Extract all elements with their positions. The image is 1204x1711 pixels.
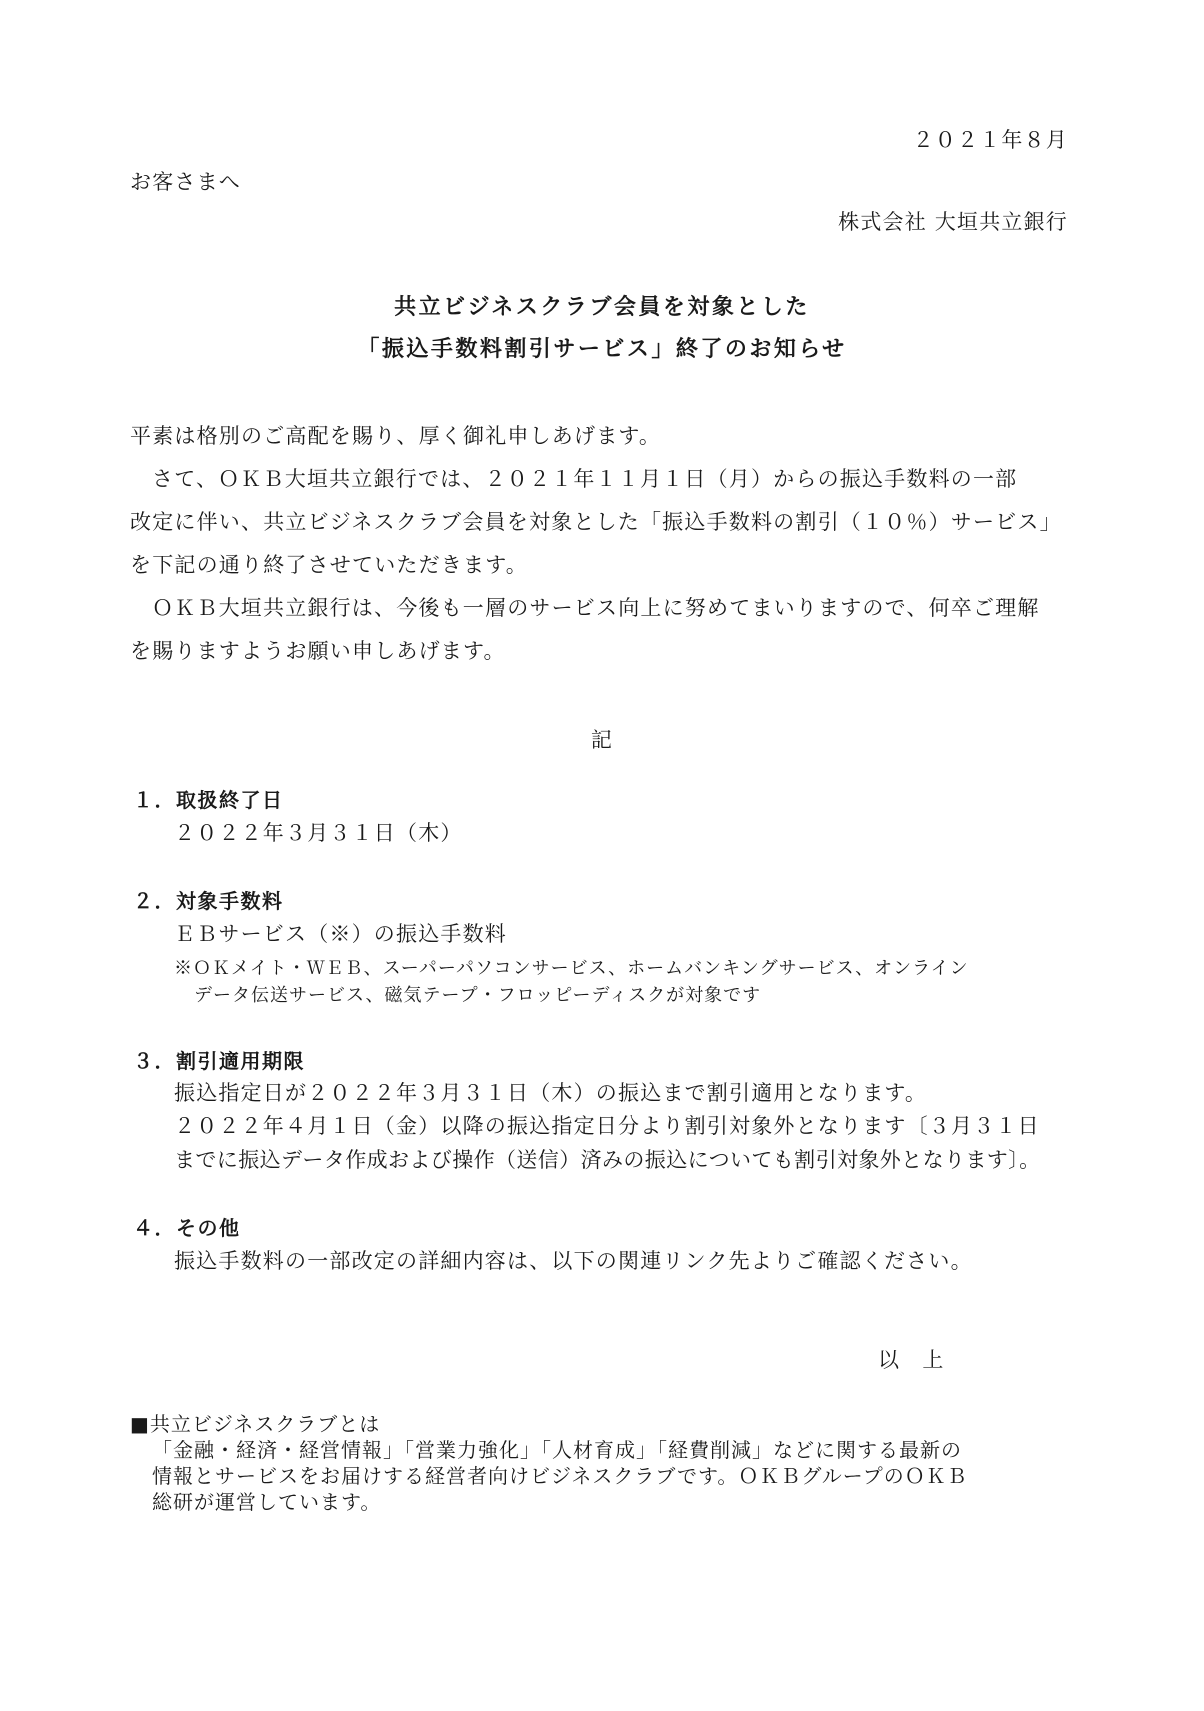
ki-mark: 記 (590, 728, 614, 752)
intro-line-2: さて、ＯＫＢ大垣共立銀行では、２０２１年１１月１日（月）からの振込手数料の一部 (152, 467, 1018, 491)
club-heading: ■共立ビジネスクラブとは (130, 1412, 381, 1436)
intro-line-1: 平素は格別のご高配を賜り、厚く御礼申しあげます。 (130, 424, 662, 448)
addressee: お客さまへ (130, 170, 241, 194)
intro-line-6: を賜りますようお願い申しあげます。 (130, 639, 506, 663)
section-3-line-3: までに振込データ作成および操作（送信）済みの振込についても割引対象外となります〕。 (174, 1148, 1041, 1172)
section-2-note-2: データ伝送サービス、磁気テープ・フロッピーディスクが対象です (194, 985, 762, 1006)
section-2-note-1: ※ＯＫメイト・ＷＥＢ、スーパーパソコンサービス、ホームバンキングサービス、オンライン (174, 958, 969, 979)
section-4-heading: ４．その他 (133, 1216, 241, 1240)
club-line-2: 情報とサービスをお届けする経営者向けビジネスクラブです。ＯＫＢグループのＯＫＢ (152, 1464, 968, 1488)
closing-mark: 以 上 (878, 1348, 945, 1372)
intro-line-5: ＯＫＢ大垣共立銀行は、今後も一層のサービス向上に努めてまいりますので、何卒ご理解 (152, 596, 1040, 620)
section-3-line-2: ２０２２年４月１日（金）以降の振込指定日分より割引対象外となります〔３月３１日 (174, 1114, 1040, 1138)
section-4-text: 振込手数料の一部改定の詳細内容は、以下の関連リンク先よりご確認ください。 (174, 1249, 973, 1273)
document-date: ２０２１年８月 (912, 128, 1068, 152)
section-3-line-1: 振込指定日が２０２２年３月３１日（木）の振込まで割引適用となります。 (174, 1081, 928, 1105)
section-3-heading: ３．割引適用期限 (133, 1049, 305, 1073)
section-1-text: ２０２２年３月３１日（木） (174, 821, 463, 845)
section-1-heading: １．取扱終了日 (133, 788, 284, 812)
intro-line-3: 改定に伴い、共立ビジネスクラブ会員を対象とした「振込手数料の割引（１０％）サービス」 (130, 510, 1062, 534)
club-line-1: 「金融・経済・経営情報」「営業力強化」「人材育成」「経費削減」などに関する最新の (152, 1438, 962, 1462)
sender-name: 株式会社 大垣共立銀行 (838, 210, 1068, 234)
section-2-heading: ２．対象手数料 (133, 889, 284, 913)
club-line-3: 総研が運営しています。 (152, 1490, 382, 1514)
section-2-text: ＥＢサービス（※）の振込手数料 (174, 922, 507, 946)
title-line-2: 「振込手数料割引サービス」終了のお知らせ (357, 337, 847, 362)
intro-line-4: を下記の通り終了させていただきます。 (130, 553, 528, 577)
title-line-1: 共立ビジネスクラブ会員を対象とした (394, 295, 810, 320)
